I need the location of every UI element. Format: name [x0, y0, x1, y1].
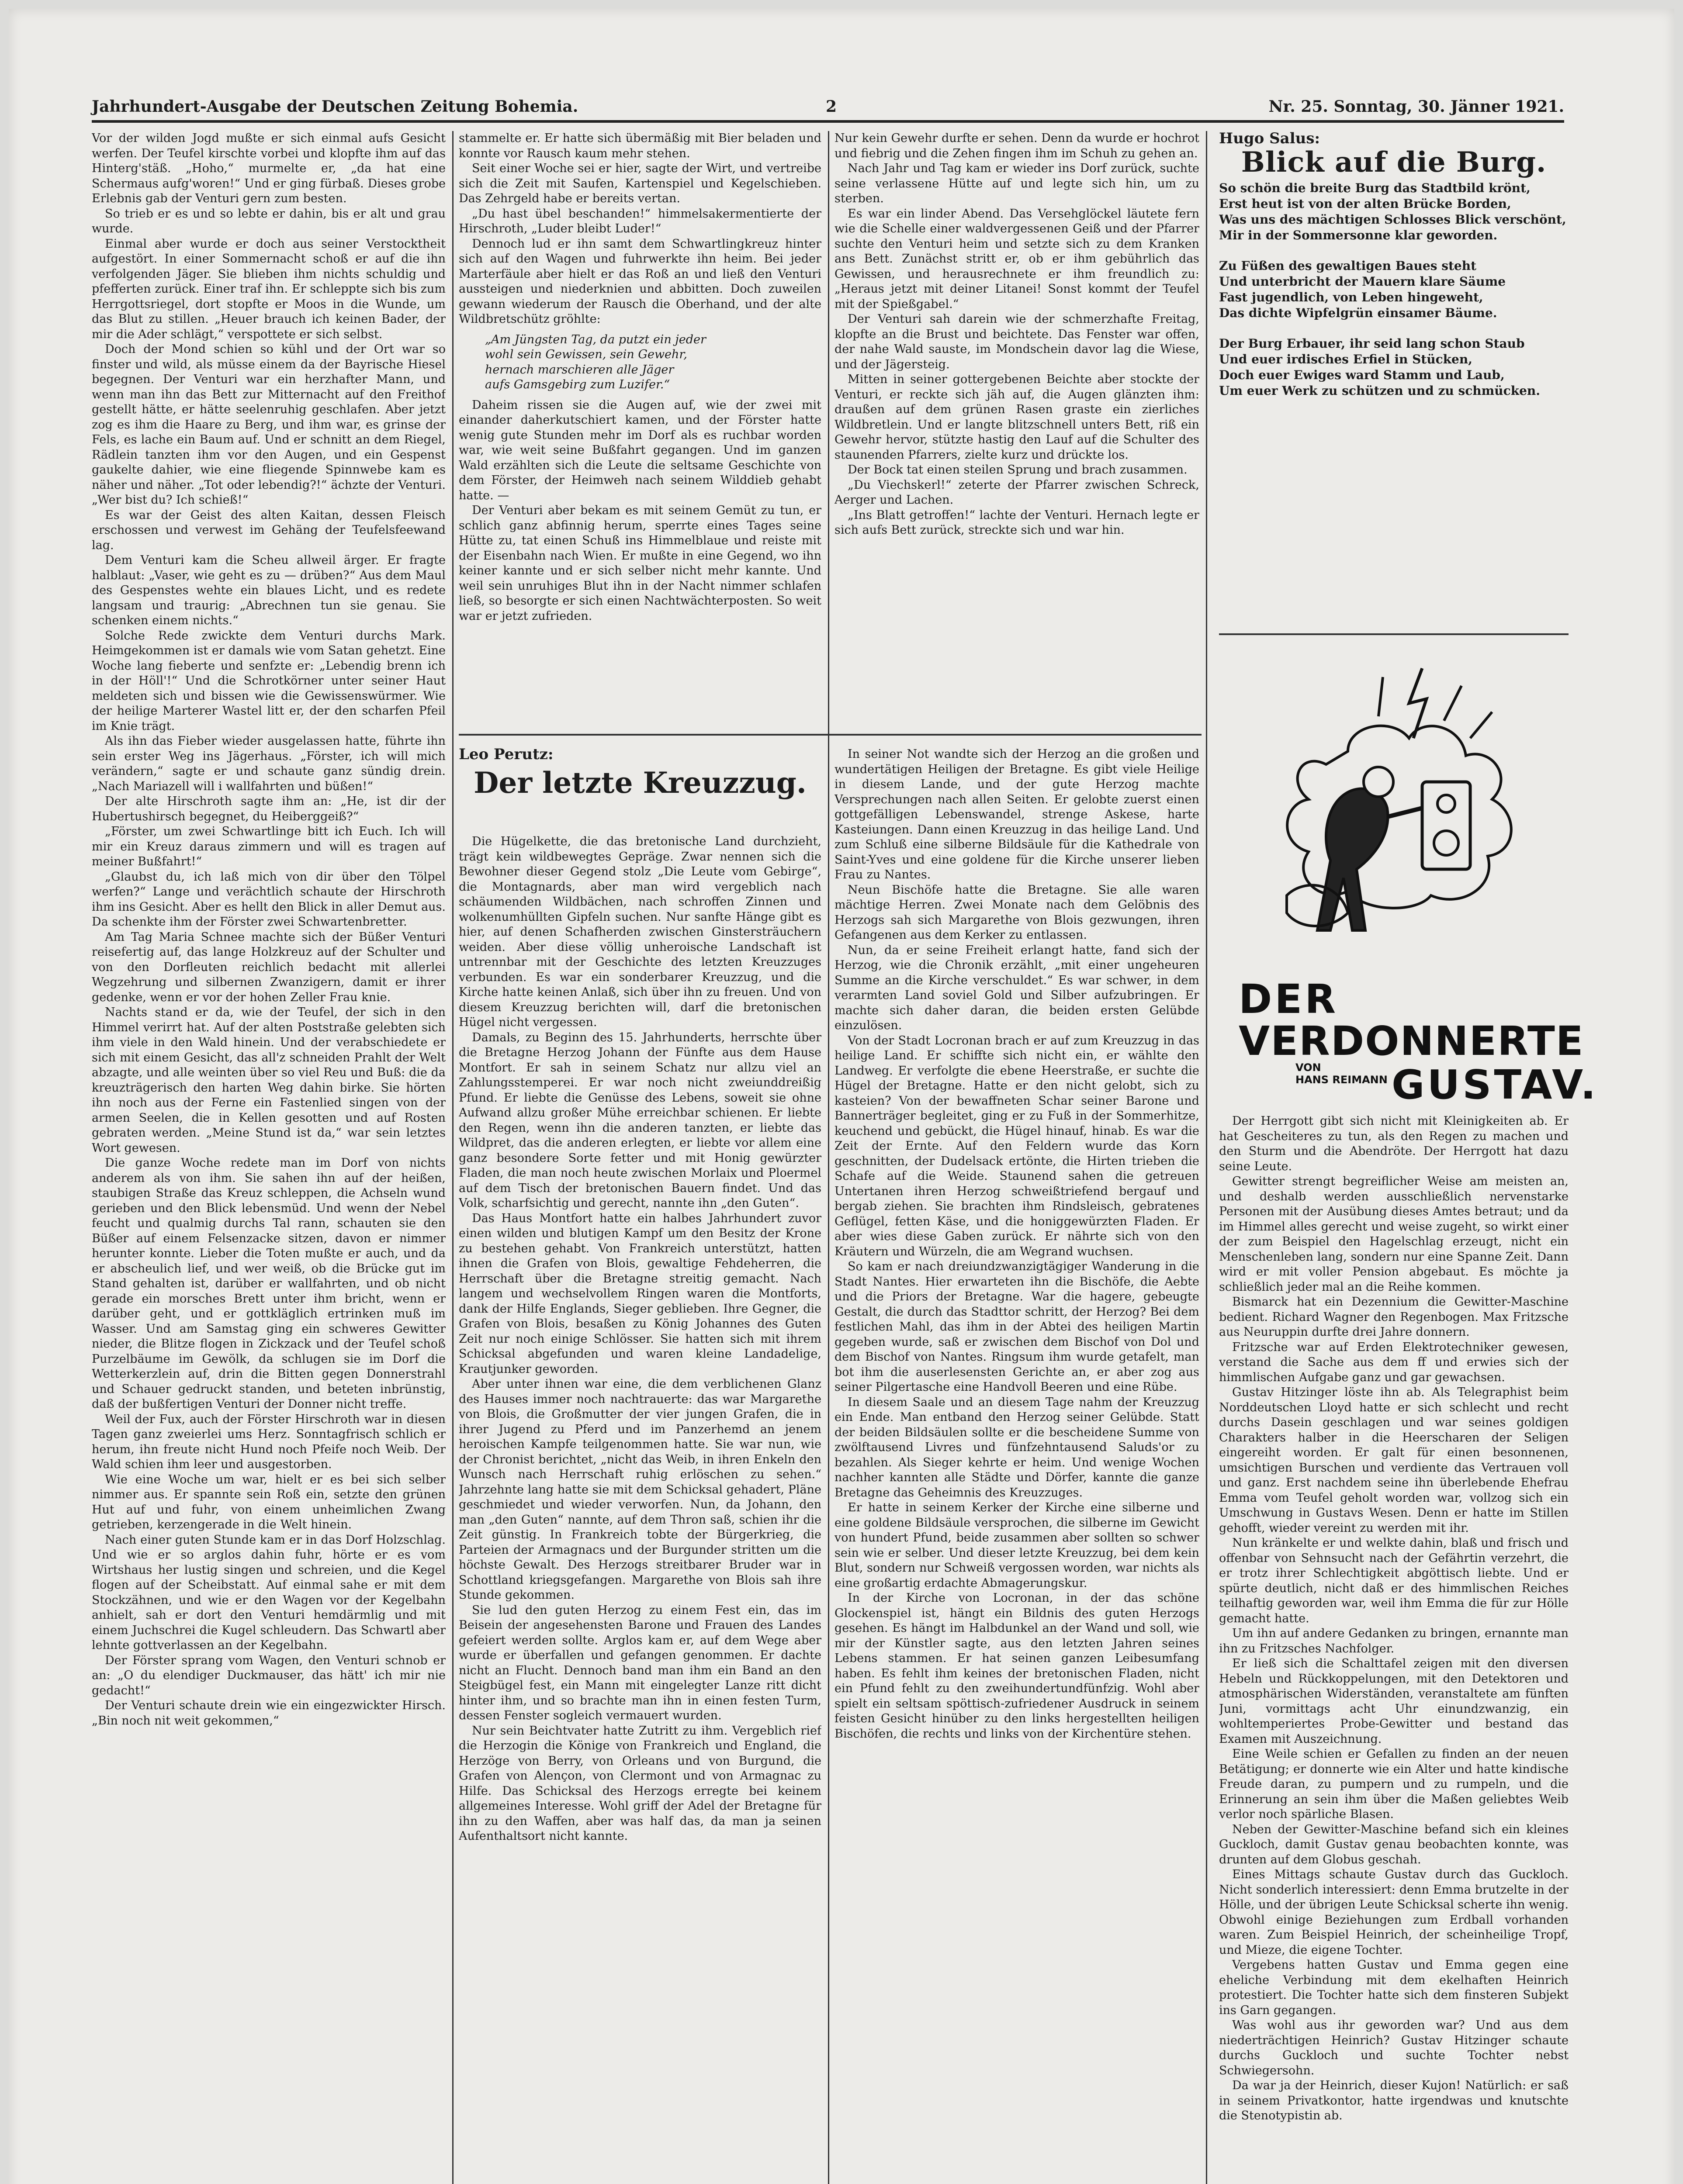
paragraph: Neun Bischöfe hatte die Bretagne. Sie alle waren mächtige Herren. Zwei Monate nach dem Gelöbnis des Herzogs sah sich Margarethe von Blois gezwungen, ihren Gefangenen aus dem Kerker zu entlassen. — [835, 883, 1199, 942]
paragraph: Von der Stadt Locronan brach er auf zum Kreuzzug in das heilige Land. Er schiffte sich nicht ein, er wählte den Landweg. Er verfolgte die ebene Heerstraße, er suchte die Hügel der Bretagne. Hatte er den nicht gelobt, sich zu kasteien? Von der bewaffneten Schar seiner Barone und Bannerträger begleitet, ging er zu Fuß in der Sommerhitze, keuchend und gebückt, die Hügel hinauf, hinab. Es war die Zeit der Ernte. Auf den Feldern wurde das Korn geschnitten, der Dudelsack ertönte, die Hirten trieben die Schafe auf die Weide. Staunend sahen die getreuen Untertanen ihren Herzog schweißtriefend bergauf und bergab ziehen. Sie brachten ihm Rindsleisch, gebratenes Geflügel, fetten Käse, und die honiggewürzten Fladen. Er aber wies diese Gaben zurück. Er nährte sich von den Kräutern und Würzeln, die am Wegrand wuchsen. — [835, 1033, 1199, 1258]
masthead-line — [92, 94, 1564, 123]
poem-author: Hugo Salus: — [1219, 131, 1320, 147]
paragraph: Dem Venturi kam die Scheu allweil ärger. Er fragte halblaut: „Vaser, wie geht es zu — drüben?“ Aus dem Maul des Gespenstes wehte ein blaues Licht, und es redete langsam und traurig: „Abrechnen tun sie genau. Sie schenken einem nichts.“ — [92, 553, 446, 627]
song-verse — [485, 332, 821, 393]
paragraph: Neben der Gewitter-Maschine befand sich ein kleines Guckloch, damit Gustav genau beobachten konnte, was drunten auf dem Globus geschah. — [1219, 1822, 1569, 1866]
caption-line-2: VERDONNERTE — [1239, 1018, 1584, 1064]
paragraph: Sie lud den guten Herzog zu einem Fest ein, das im Beisein der angesehensten Barone und Frauen des Landes gefeiert werden sollte. Arglos kam er, auf dem Wege aber wurde er überfallen und gefangen genommen. Er dachte nicht an Flucht. Dennoch band man ihm ein Band an den Steigbügel fest, ein Mann mit eingelegter Lanze ritt dicht hinter ihm, und so brachte man ihn in einen festen Turm, dessen Fenster sogleich vermauert wurden. — [459, 1603, 821, 1722]
paragraph: Gustav Hitzinger löste ihn ab. Als Telegraphist beim Norddeutschen Lloyd hatte er sich schlecht und recht durchs Dasein geschlagen und war seines goldigen Charakters halber in die Heerscharen der Seligen eingereiht worden. Er galt für einen besonnenen, umsichtigen Burschen und verdiente das Vertrauen voll und ganz. Erst nachdem seine ihn überlebende Ehefrau Emma vom Teufel geholt worden war, vollzog sich ein Umschwung in Gustavs Wesen. Denn er hatte im Stillen gehofft, wieder vereint zu werden mit ihr. — [1219, 1386, 1569, 1535]
paragraph: Nach einer guten Stunde kam er in das Dorf Holzschlag. Und wie er so arglos dahin fuhr, hörte er es vom Wirtshaus her lustig singen und schreien, und die Kegel flogen auf der Scheibstatt. Auf einmal sahe er mit dem Stockzähnen, und wie er den Wagen vor der Kegelbahn anhielt, sah er dort den Venturi hemdärmlig und mit einem Juchschrei die Kugel schleudern. Das Schwartl aber lehnte gottverlassen an der Kegelbahn. — [92, 1533, 446, 1652]
paragraph: Der Venturi sah darein wie der schmerzhafte Freitag, klopfte an die Brust und beichtete. Das Fenster war offen, der nahe Wald sauste, im Mondschein davor lag die Wiese, und der Jägersteig. — [835, 312, 1199, 371]
paragraph: Daheim rissen sie die Augen auf, wie der zwei mit einander daherkutschiert kamen, und der Förster hatte wenig gute Stunden mehr im Dorf als es ruchbar worden war, wie weit seine Bußfahrt gegangen. Und im ganzen Wald erzählten sich die Leute die seltsame Geschichte von dem Förster, der Heimweh nach seinem Wilddieb gehabt hatte. — — [459, 398, 821, 502]
story-column-left — [459, 834, 821, 2184]
paragraph: Um ihn auf andere Gedanken zu bringen, ernannte man ihn zu Fritzsches Nachfolger. — [1219, 1627, 1569, 1655]
verse-line: „Am Jüngsten Tag, da putzt ein jeder — [485, 332, 706, 346]
paragraph: So kam er nach dreiundzwanzigtägiger Wanderung in die Stadt Nantes. Hier erwarteten ihn die Bischöfe, die Aebte und die Priors der Bretagne. War die hagere, gebeugte Gestalt, die durch das Stadttor schritt, der Herzog? Bei dem festlichen Mahl, das ihm in der Abtei des heiligen Martin gegeben wurde, saß er zwischen dem Bischof von Dol und dem Bischof von Nantes. Ringsum ihm wurde getafelt, man bot ihm die auserlesensten Gerichte an, er aber zog aus seiner Pilgertasche eine Handvoll Beeren und eine Rübe. — [835, 1260, 1199, 1394]
paragraph: Es war der Geist des alten Kaitan, dessen Fleisch erschossen und verwest im Gehäng der Teufelsfeewand lag. — [92, 508, 446, 552]
newspaper-page — [9, 9, 1674, 2184]
column-venturi-part1 — [92, 131, 446, 2184]
column-divider — [452, 131, 454, 2184]
paragraph: Aber unter ihnen war eine, die dem verblichenen Glanz des Hauses immer noch nachtrauerte: das war Margarethe von Blois, die Großmutter der vier jungen Grafen, die in ihrer Jugend zu Pferd und im Panzerhemd an jenem heroischen Kampfe teilgenommen hatte. Sie war nun, wie der Chronist berichtet, „nicht das Weib, in ihren Enkeln den Wunsch nach Herrschaft ruhig erlöschen zu sehen.“ Jahrzehnte lang hatte sie mit dem Schicksal gehadert, Pläne geschmiedet und wieder verworfen. Nun, da Johann, den man „den Guten“ nannte, auf dem Thron saß, schien ihr die Zeit günstig. In Frankreich tobte der Bürgerkrieg, die Parteien der Armagnacs und der Burgunder stritten um die höchste Gewalt. Des Herzogs streitbarer Bruder war in Schottland kriegsgefangen. Margarethe von Blois sah ihre Stunde gekommen. — [459, 1377, 821, 1602]
paragraph: Wie eine Woche um war, hielt er es bei sich selber nimmer aus. Er spannte sein Roß ein, setzte den grünen Hut auf und fuhr, von einem unheimlichen Zwang getrieben, kerzengerade in die Welt hinein. — [92, 1472, 446, 1531]
poem-line: Fast jugendlich, von Leben hingeweht, — [1219, 290, 1483, 304]
paragraph: Nach Jahr und Tag kam er wieder ins Dorf zurück, suchte seine verlassene Hütte auf und legte sich hin, um zu sterben. — [835, 162, 1199, 205]
paragraph: „Du Viechskerl!“ zeterte der Pfarrer zwischen Schreck, Aerger und Lachen. — [835, 478, 1199, 507]
poem-stanza — [1219, 180, 1569, 243]
paragraph: Der Venturi schaute drein wie ein eingezwickter Hirsch. „Bin noch nit weit gekommen,“ — [92, 1699, 446, 1728]
paragraph: Das Haus Montfort hatte ein halbes Jahrhundert zuvor einen wilden und blutigen Kampf um den Besitz der Krone zu bestehen gehabt. Von Frankreich unterstützt, hatten ihnen die Grafen von Blois, gewaltige Fehdeherren, die Herrschaft über die Bretagne streitig gemacht. Nach langem und wechselvollem Ringen waren die Montforts, dank der Hilfe Englands, Sieger geblieben. Ihre Gegner, die Grafen von Blois, besaßen zu König Johannes des Guten Zeit nur noch einige Schlösser. Sie hatten sich mit ihrem Schicksal abgefunden und waren kleine Landadelige, Krautjunker geworden. — [459, 1211, 821, 1376]
paragraph: In diesem Saale und an diesem Tage nahm der Kreuzzug ein Ende. Man entband den Herzog seiner Gelübde. Statt der beiden Bildsäulen sollte er die bescheidene Summe von zwölftausend Livres und fünfzehntausend Saluds'or zu bezahlen. Als Sieger kehrte er heim. Und wenige Wochen nachher kannten alle Städte und Dörfer, kannte die ganze Bretagne das Geheimnis des Kreuzzuges. — [835, 1395, 1199, 1500]
poem-body — [1219, 180, 1569, 399]
poem-line: Erst heut ist von der alten Brücke Borden, — [1219, 197, 1511, 211]
poem-section — [1219, 131, 1569, 646]
poem-line: Und euer irdisches Erfiel in Stücken, — [1219, 352, 1472, 366]
column-venturi-ending — [835, 131, 1199, 712]
paragraph: „Förster, um zwei Schwartlinge bitt ich Euch. Ich will mir ein Kreuz daraus zimmern und will es tragen auf meiner Bußfahrt!“ — [92, 825, 446, 868]
paragraph: Nur kein Gewehr durfte er sehen. Denn da wurde er hochrot und fiebrig und die Zehen fingen ihm im Schuh zu gehen an. — [835, 131, 1199, 160]
paragraph: Doch der Mond schien so kühl und der Ort war so finster und wild, als müsse einem da der Bayrische Hiesel begegnen. Der Venturi war ein herzhafter Mann, und wenn man ihn das Bett zur Mitternacht auf den Freithof gestellt hätte, er hätte seelenruhig geschlafen. Aber jetzt zog es ihm die Haare zu Berg, und ihm war, es grinse der Fels, es lache ein Baum auf. Und er schnitt an dem Riegel, Rädlein tanzten ihm vor den Augen, und ein Gespenst gaukelte dahier, wie eine fliegende Spinnwebe kam es näher und näher. „Tot oder lebendig?!“ ächzte der Venturi. „Wer bist du? Ich schieß!“ — [92, 342, 446, 507]
paragraph: Weil der Fux, auch der Förster Hirschroth war in diesen Tagen ganz zweierlei ums Herz. Sonntagfrisch schlich er herum, ihn freute nicht Hund noch Pfeife noch Weib. Der Wald schien ihm leer und ausgestorben. — [92, 1412, 446, 1471]
paragraph: Vergebens hatten Gustav und Emma gegen eine eheliche Verbindung mit dem ekelhaften Heinrich protestiert. Die Tochter hatte sich dem finsteren Subjekt ins Garn gegangen. — [1219, 1958, 1569, 2017]
paragraph: Bismarck hat ein Dezennium die Gewitter-Maschine bedient. Richard Wagner den Regenbogen. Max Fritzsche aus Neuruppin durfte drei Jahre donnern. — [1219, 1295, 1569, 1339]
verse-line: aufs Gamsgebirg zum Luzifer.“ — [485, 378, 670, 391]
poem-stanza — [1219, 336, 1569, 399]
poem-line: Und unterbricht der Mauern klare Säume — [1219, 274, 1506, 289]
caption-line-1: DER — [1239, 976, 1339, 1023]
paragraph: In der Kirche von Locronan, in der das schöne Glockenspiel ist, hängt ein Bildnis des guten Herzogs gesehen. Es hängt im Halbdunkel an der Wand und soll, wie mir der Künstler sagte, aus den letzten Jahren seines Lebens stammen. Er hat seinen ganzen Leibesumfang haben. Es fehlt ihm keines der bretonischen Fladen, nicht ein Pfund fehlt zu den zweihundertundfünfzig. Wohl aber spielt ein seltsam spöttisch-zufriedener Ausdruck in seinem feisten Gesicht hinüber zu den links hergestellten heiligen Bischöfen, die rechts und links von der Kirchentüre stehen. — [835, 1591, 1199, 1741]
paragraph: Es war ein linder Abend. Das Versehglöckel läutete fern wie die Schelle einer waldvergessenen Geiß und der Pfarrer suchte den Venturi heim und setzte sich zu dem Kranken ans Bett. Zunächst stritt er, ob er ihm gebührlich das Gewissen, und herausrechnete er ihm freundlich zu: „Heraus jetzt mit deiner Litanei! Sonst kommt der Teufel mit der Spießgabel.“ — [835, 207, 1199, 311]
paragraph: Fritzsche war auf Erden Elektrotechniker gewesen, verstand die Sache aus dem ff und erwies sich der himmlischen Aufgabe ganz und gar gewachsen. — [1219, 1340, 1569, 1384]
poem-line: Das dichte Wipfelgrün einsamer Bäume. — [1219, 306, 1497, 320]
paragraph: Nun kränkelte er und welkte dahin, blaß und frisch und offenbar von Sehnsucht nach der Gefährtin verzehrt, die er trotz ihrer Schlechtigkeit abgöttisch liebte. Und er spürte deutlich, nicht daß er des himmlischen Reiches teilhaftig geworden war, weil ihm Emma die für zur Hölle gemacht hatte. — [1219, 1536, 1569, 1625]
paragraph: Die ganze Woche redete man im Dorf von nichts anderem als von ihm. Sie sahen ihn auf der heißen, staubigen Straße das Kreuz schleppen, die Achseln wund gerieben und den Blick lebensmüd. Und wenn der Nebel feucht und qualmig durchs Tal rann, schauten sie den Büßer auf einem Felsenzacke sitzen, davon er nimmer herunter konnte. Lieber die Toten mußte er auch, und da er abscheulich lief, und wer weiß, ob die Brücke gut im Stand gehalten ist, darüber er wallfahrten, und ob nicht gerade ein morsches Brett unter ihm bricht, wenn er darüber geht, und er gottkläglich ertrinken muß im Wasser. Und am Samstag ging ein schweres Gewitter nieder, die Blitze flogen in Zickzack und der Teufel schoß Purzelbäume im Gewölk, da schlugen sie im Dorf die Wetterkerzlein auf, drin die Bitten gegen Donnerstrahl und Schauer gedruckt standen, und beteten inbrünstig, daß der bußfertigen Venturi der Donner nicht treffe. — [92, 1156, 446, 1411]
paragraph: Der Förster sprang vom Wagen, den Venturi schnob er an: „O du elendiger Duckmauser, das hätt' ich mir nie gedacht!“ — [92, 1653, 446, 1697]
poem-line: Der Burg Erbauer, ihr seid lang schon Staub — [1219, 336, 1525, 351]
illustration-caption — [1239, 976, 1599, 1108]
story-title: Der letzte Kreuzzug. — [474, 765, 807, 800]
gustav-story-column — [1219, 1114, 1569, 2184]
poem-line: Um euer Werk zu schützen und zu schmücken. — [1219, 384, 1541, 398]
story-heading — [459, 747, 821, 834]
poem-separator — [1219, 633, 1569, 635]
paragraph: Eine Weile schien er Gefallen zu finden an der neuen Betätigung; er donnerte wie ein Alter und hatte kindische Freude daran, zu pumpern und zu rumpeln, und die Erinnerung an sein ihm über die Maßen geliebtes Weib verlor noch spärliche Blasen. — [1219, 1747, 1569, 1821]
paragraph: stammelte er. Er hatte sich übermäßig mit Bier beladen und konnte vor Rausch kaum mehr stehen. — [459, 131, 821, 160]
paragraph: Er hatte in seinem Kerker der Kirche eine silberne und eine goldene Bildsäule versprochen, die silberne im Gewicht von hundert Pfund, beide zusammen aber sollten so schwer sein wie er selber. Und dieser letzte Kreuzzug, bei dem kein Blut, sondern nur Schweiß vergossen worden, war nichts als eine großartig erdachte Abmagerungskur. — [835, 1501, 1199, 1590]
verse-line: hernach marschieren alle Jäger — [485, 363, 674, 377]
column-venturi-part2 — [459, 131, 821, 712]
paragraph: Nur sein Beichtvater hatte Zutritt zu ihm. Vergeblich rief die Herzogin die Könige von Frankreich und England, die Herzöge von Berry, von Orleans und von Burgund, die Grafen von Alençon, von Clermont und von Armagnac zu Hilfe. Das Schicksal des Herzogs erregte bei keinem allgemeines Interesse. Wohl griff der Adel der Bretagne für ihn zu den Waffen, aber was half das, da man ja seinen Aufenthaltsort nicht kannte. — [459, 1724, 821, 1843]
paragraph: Dennoch lud er ihn samt dem Schwartlingkreuz hinter sich auf den Wagen und fuhrwerkte ihn heim. Bei jeder Marterfäule aber hielt er das Roß an und ließ den Venturi aussteigen und niederknien und abbitten. Doch zuweilen gewann wiederum der Rausch die Oberhand, und der alte Wildbretschütz gröhlte: — [459, 237, 821, 326]
page-number: 2 — [826, 97, 837, 116]
poem-line: Zu Füßen des gewaltigen Baues steht — [1219, 259, 1477, 273]
paragraph: Vor der wilden Jogd mußte er sich einmal aufs Gesicht werfen. Der Teufel kirschte vorbei und klopfte ihm auf das Hinterg'stäß. „Hoho,“ murmelte er, „da hat eine Schermaus aufg'woren!“ Und er ging fürbaß. Dieses grobe Erlebnis gab der Venturi gern zum besten. — [92, 131, 446, 205]
story-column-right — [835, 747, 1199, 2184]
paragraph: Der alte Hirschroth sagte ihm an: „He, ist dir der Hubertushirsch begegnet, du Heiberggeiß?“ — [92, 795, 446, 823]
poem-line: Mir in der Sommersonne klar geworden. — [1219, 228, 1498, 242]
paragraph: „Ins Blatt getroffen!“ lachte der Venturi. Hernach legte er sich aufs Bett zurück, streckte sich und war hin. — [835, 508, 1199, 537]
issue-date: Nr. 25. Sonntag, 30. Jänner 1921. — [1268, 97, 1564, 116]
column-divider — [828, 131, 829, 2184]
paragraph: Er ließ sich die Schalttafel zeigen mit den diversen Hebeln und Rückkoppelungen, mit den Detektoren und atmosphärischen Widerständen, veranstaltete am fünften Juni, vormittags acht Uhr einundzwanzig, ein wohltemperiertes Probe-Gewitter und bestand das Examen mit Auszeichnung. — [1219, 1657, 1569, 1746]
masthead-title: Jahrhundert-Ausgabe der Deutschen Zeitung Bohemia. — [92, 97, 578, 116]
paragraph: Gewitter strengt begreiflicher Weise am meisten an, und deshalb werden ausschließlich nervenstarke Personen mit der Ausübung dieses Amtes betraut; und da im Himmel alles gerecht und weise zugeht, so wirkt einer der zum Beispiel den Hagelschlag erzeugt, nicht ein Menschenleben lang, sondern nur eine Spanne Zeit. Dann wird er mit voller Pension abgebaut. Es möchte ja schließlich jeder mal an die Reihe kommen. — [1219, 1175, 1569, 1294]
paragraph: Nun, da er seine Freiheit erlangt hatte, fand sich der Herzog, wie die Chronik erzählt, „mit einer ungeheuren Summe an die Kirche verschuldet.“ Es war schwer, in dem verarmten Land soviel Gold und Silber aufzubringen. Er machte sich daher daran, die beiden ersten Gelübde einzulösen. — [835, 943, 1199, 1032]
paragraph: Seit einer Woche sei er hier, sagte der Wirt, und vertreibe sich die Zeit mit Saufen, Kartenspiel und Kegelschieben. Das Zehrgeld habe er bereits vertan. — [459, 162, 821, 205]
paragraph: Damals, zu Beginn des 15. Jahrhunderts, herrschte über die Bretagne Herzog Johann der Fünfte aus dem Hause Montfort. Er sah in seinem Schatz nur allzu viel an Zahlungsstemperei. Er war noch nicht zweiunddreißig Pfund. Er liebte die Genüsse des Lebens, soweit sie ohne Aufwand allzu großer Mühe erreichbar schienen. Er liebte den Regen, wenn ihn die anderen tanzten, er liebte das Wildpret, das die anderen erlegten, er liebte vor allem eine ganz besondere Sorte fetter und mit Honig gewürzter Fladen, die man noch heute zwischen Morlaix und Ploermel auf dem Tisch der bretonischen Bauern findet. Und das Volk, scharfsichtig und gerecht, nannte ihn „den Guten“. — [459, 1030, 821, 1210]
paragraph: So trieb er es und so lebte er dahin, bis er alt und grau wurde. — [92, 207, 446, 235]
poem-stanza — [1219, 258, 1569, 321]
paragraph: „Du hast übel beschanden!“ himmelsakermentierte der Hirschroth, „Luder bleibt Luder!“ — [459, 207, 821, 235]
paragraph: Solche Rede zwickte dem Venturi durchs Mark. Heimgekommen ist er damals wie vom Satan gehetzt. Eine Woche lang fieberte und senfzte er: „Lebendig brenn ich in der Höll'!“ Und die Schrotkörner unter seiner Haut meldeten sich und bissen wie die Gewissenswürmer. Wie der heilige Marterer Wastel litt er, der den scharfen Pfeil im Knie trägt. — [92, 629, 446, 733]
caption-author: VON HANS REIMANN — [1295, 1061, 1388, 1086]
paragraph: Die Hügelkette, die das bretonische Land durchzieht, trägt kein wildbewegtes Gepräge. Zwar nennen sich die Bewohner dieser Gegend stolz „Die Leute vom Gebirge“, die Montagnards, aber man wird vergeblich nach schäumenden Wildbächen, nach schroffen Zinnen und wolkenumhüllten Gipfeln suchen. Nur sanfte Hänge gibt es hier, auf denen Schafherden zwischen Ginstersträuchern weiden. Aber diese völlig unheroische Landschaft ist untrennbar mit der Geschichte des letzten Kreuzzuges verbunden. Es war ein sonderbarer Kreuzzug, und die Kirche hatte keinen Anlaß, sich über ihn zu freuen. Und von diesem Kreuzzug berichten will, darf die bretonischen Hügel nicht vergessen. — [459, 835, 821, 1029]
paragraph: Der Bock tat einen steilen Sprung und brach zusammen. — [848, 463, 1188, 477]
paragraph: Da war ja der Heinrich, dieser Kujon! Natürlich: er saß in seinem Privatkontor, hatte irgendwas und knutschte die Stenotypistin ab. — [1219, 2079, 1569, 2122]
paragraph: Was wohl aus ihr geworden war? Und aus dem niederträchtigen Heinrich? Gustav Hitzinger schaute durchs Guckloch und suchte Tochter nebst Schwiegersohn. — [1219, 2018, 1569, 2077]
paragraph: In seiner Not wandte sich der Herzog an die großen und wundertätigen Heiligen der Bretagne. Es gibt viele Heilige in diesem Lande, und der gute Herzog machte Versprechungen nach allen Seiten. Er gelobte zuerst einen gottgefälligen Lebenswandel, strenge Askese, harte Kasteiungen. Dann einen Kreuzzug in das heilige Land. Und zum Schluß eine silberne Bildsäule für die Kathedrale von Saint-Yves und eine goldene für die Kirche unserer lieben Frau zu Nantes. — [835, 747, 1199, 881]
story-separator — [459, 734, 1202, 736]
paragraph: Der Venturi aber bekam es mit seinem Gemüt zu tun, er schlich ganz abfinnig herum, sperrte eines Tages seine Hütte zu, tat einen Schuß ins Himmelblaue und reiste mit der Eisenbahn nach Wien. Er mußte in eine Gegend, wo ihn keiner kannte und er sich selber nicht mehr kannte. Und weil sein unruhiges Blut ihn in der Nacht nimmer schlafen ließ, so besorgte er sich einen Nachtwächterposten. So weit war er jetzt zufrieden. — [459, 504, 821, 623]
poem-line: Was uns des mächtigen Schlosses Blick verschönt, — [1219, 212, 1566, 227]
paragraph: Eines Mittags schaute Gustav durch das Guckloch. Nicht sonderlich interessiert: denn Emma brutzelte in der Hölle, und der übrigen Leute Schicksal scherte ihn wenig. Obwohl einige Beziehungen zum Erdball vorhanden waren. Zum Beispiel Heinrich, der scheinheilige Tropf, und Mieze, die eigene Tochter. — [1219, 1868, 1569, 1957]
poem-title: Blick auf die Burg. — [1241, 145, 1547, 179]
paragraph: Als ihn das Fieber wieder ausgelassen hatte, führte ihn sein erster Weg ins Jägerhaus. „Förster, ich will mich verändern,“ sagte er und schaute ganz sündig drein. „Nach Mariazell will i wallfahrten und büßen!“ — [92, 734, 446, 793]
paragraph: „Glaubst du, ich laß mich von dir über den Tölpel werfen?“ Lange und verächtlich schaute der Hirschroth ihm ins Gesicht. Aber es hellt den Blick in aller Demut aus. Da schenkte ihm der Förster zwei Schwartenbretter. — [92, 870, 446, 929]
poem-line: So schön die breite Burg das Stadtbild krönt, — [1219, 181, 1531, 195]
caption-name: GUSTAV. — [1392, 1061, 1599, 1108]
paragraph: Nachts stand er da, wie der Teufel, der sich in den Himmel verirrt hat. Auf der alten Poststraße gelebten sich ihm viele in den Wald hinein. Und der verabschiedete er sich mit einem Gesicht, das all'z schneiden Prahlt der Welt abzagte, und alle weinten über so viel Reu und Buß: die da kreuzträgerisch den harten Weg dahin birke. Sie hörten ihn noch aus der Ferne ein Fastenlied singen von der armen Seelen, die in Kellen gesotten und auf Rosten gebraten werden. „Meine Stund ist da,“ war sein letztes Wort gewesen. — [92, 1006, 446, 1155]
paragraph: Mitten in seiner gottergebenen Beichte aber stockte der Venturi, er reckte sich jäh auf, die Augen glänzten ihm: draußen auf dem grünen Rasen graste ein zierliches Wildbretlein. Und er langte blitzschnell unters Bett, riß ein Gewehr hervor, stützte hastig den Lauf auf die Schulter des staunenden Pfarrers, zielte kurz und drückte los. — [835, 373, 1199, 462]
column-divider — [1206, 131, 1207, 2184]
paragraph: Einmal aber wurde er doch aus seiner Verstocktheit aufgestört. In einer Sommernacht schoß er auf die ihn verfolgenden Jäger. Sie blieben ihm nichts schuldig und pfefferten zurück. Einer traf ihn. Er schleppte sich bis zum Herrgottsriegel, dort stopfte er Moos in die Wunde, um das Blut zu stillen. „Heuer brauch ich keinen Bader, der mir die Ader schlägt,“ verspottete er sich selbst. — [92, 237, 446, 341]
verse-line: wohl sein Gewissen, sein Gewehr, — [485, 348, 687, 361]
poem-line: Doch euer Ewiges ward Stamm und Laub, — [1219, 368, 1505, 382]
paragraph: Am Tag Maria Schnee machte sich der Büßer Venturi reisefertig auf, das lange Holzkreuz auf der Schulter und von den Dorfleuten reichlich bedacht mit allerlei Wegzehrung und silbernen Zwanzigern, damit er ihrer gedenke, wenn er vor der hohen Zeller Frau knie. — [92, 930, 446, 1004]
story-author: Leo Perutz: — [459, 747, 554, 763]
gustav-illustration — [1234, 651, 1540, 983]
paragraph: Der Herrgott gibt sich nicht mit Kleinigkeiten ab. Er hat Gescheiteres zu tun, als den Regen zu machen und den Sturm und die Abendröte. Der Herrgott hat dazu seine Leute. — [1219, 1114, 1569, 1173]
